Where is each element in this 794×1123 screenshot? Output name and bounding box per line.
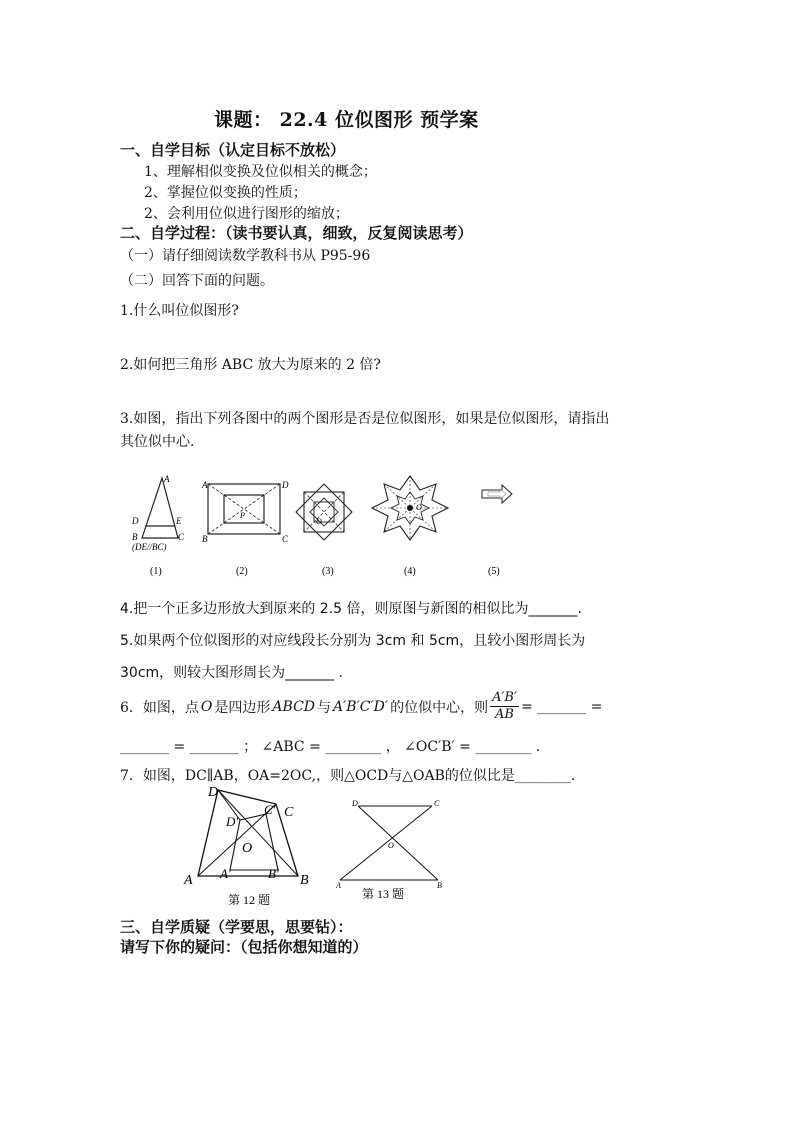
- svg-text:A: A: [336, 881, 341, 890]
- svg-text:A: A: [202, 480, 208, 490]
- svg-text:D: D: [132, 516, 139, 526]
- svg-text:C: C: [282, 534, 289, 544]
- section3-heading: 三、自学质疑（学要思，思要钻）：: [120, 918, 353, 936]
- question-6-line2: _______ = _______ ； ∠ABC = ________ ， ∠OC′B′ = ________ .: [120, 739, 541, 755]
- step2-text: （二）回答下面的问题。: [120, 273, 274, 289]
- figure-3: [296, 484, 352, 577]
- svg-text:P: P: [240, 511, 245, 520]
- svg-text:D: D: [282, 480, 289, 490]
- question-6-line1: 6．如图，点 O 是四边形 ABCD 与 A′B′C′D′ 的位似中心，则 $\frac{A'B'}{AB}$ = _______ =: [120, 690, 603, 722]
- svg-text:D: D: [208, 785, 219, 800]
- svg-text:O: O: [242, 841, 253, 856]
- svg-text:B: B: [300, 873, 309, 888]
- svg-text:A′: A′: [220, 866, 231, 881]
- section3-prompt: 请写下你的疑问：（包括你想知道的）: [120, 938, 368, 956]
- section1-heading: 一、自学目标（认定目标不放松）: [120, 141, 346, 159]
- svg-text:B: B: [437, 881, 442, 890]
- goal-item: 2、会利用位似进行图形的缩放；: [144, 206, 349, 222]
- svg-text:A: A: [184, 873, 193, 888]
- svg-text:C: C: [284, 805, 294, 820]
- svg-text:(1): (1): [150, 566, 162, 577]
- ratio-fraction: $\frac{A'B'}{AB}$: [492, 690, 517, 722]
- svg-text:第 12 题: 第 12 题: [228, 893, 271, 907]
- figure-1: [131, 474, 185, 577]
- svg-text:B′: B′: [268, 866, 279, 881]
- question-4: 4.把一个正多边形放大到原来的 2.5 倍，则原图与新图的相似比为_______.: [120, 601, 582, 617]
- svg-text:(3): (3): [322, 566, 334, 577]
- figure-13: [336, 796, 448, 900]
- figure-12: [180, 780, 320, 908]
- svg-text:B: B: [202, 534, 208, 544]
- section2-heading: 二、自学过程：（读书要认真，细致，反复阅读思考）: [120, 224, 473, 242]
- svg-text:E: E: [176, 516, 182, 526]
- svg-text:C′: C′: [264, 802, 276, 817]
- page-title: 课题： 22.4 位似图形 预学案: [214, 109, 479, 131]
- svg-text:A: A: [164, 474, 170, 484]
- svg-text:(2): (2): [236, 566, 248, 577]
- question-7: 7．如图，DC∥AB，OA=2OC,，则△OCD与△OAB的位似比是________.: [120, 768, 576, 784]
- goal-item: 1、理解相似变换及位似相关的概念；: [144, 164, 377, 180]
- svg-text:B: B: [132, 532, 138, 542]
- svg-text:(4): (4): [404, 566, 416, 577]
- svg-text:C: C: [434, 799, 440, 808]
- question-1: 1.什么叫位似图形?: [120, 303, 239, 319]
- svg-text:(DE//BC): (DE//BC): [132, 542, 167, 552]
- svg-text:O: O: [388, 841, 394, 850]
- figure-5: [482, 485, 512, 577]
- svg-text:D′: D′: [226, 814, 239, 829]
- figure-2: [201, 480, 289, 577]
- svg-text:C: C: [178, 532, 185, 542]
- svg-text:O: O: [416, 503, 422, 512]
- svg-text:D: D: [352, 799, 358, 808]
- figure-4: [372, 476, 448, 577]
- goal-item: 2、掌握位似变换的性质；: [144, 185, 307, 201]
- question-3-figures: [118, 470, 528, 582]
- question-3-line1: 3.如图，指出下列各图中的两个图形是否是位似图形，如果是位似图形，请指出: [120, 411, 610, 427]
- svg-text:O: O: [316, 517, 322, 526]
- question-3-line2: 其位似中心.: [120, 434, 195, 450]
- question-2: 2.如何把三角形 ABC 放大为原来的 2 倍?: [120, 357, 381, 373]
- svg-text:(5): (5): [488, 566, 500, 577]
- question-5-line1: 5.如果两个位似图形的对应线段长分别为 3cm 和 5cm，且较小图形周长为: [120, 633, 586, 649]
- svg-text:第 13 题: 第 13 题: [362, 887, 405, 900]
- step1-text: （一）请仔细阅读数学教科书从 P95-96: [120, 248, 371, 264]
- question-5-line2: 30cm，则较大图形周长为_______ .: [120, 665, 344, 681]
